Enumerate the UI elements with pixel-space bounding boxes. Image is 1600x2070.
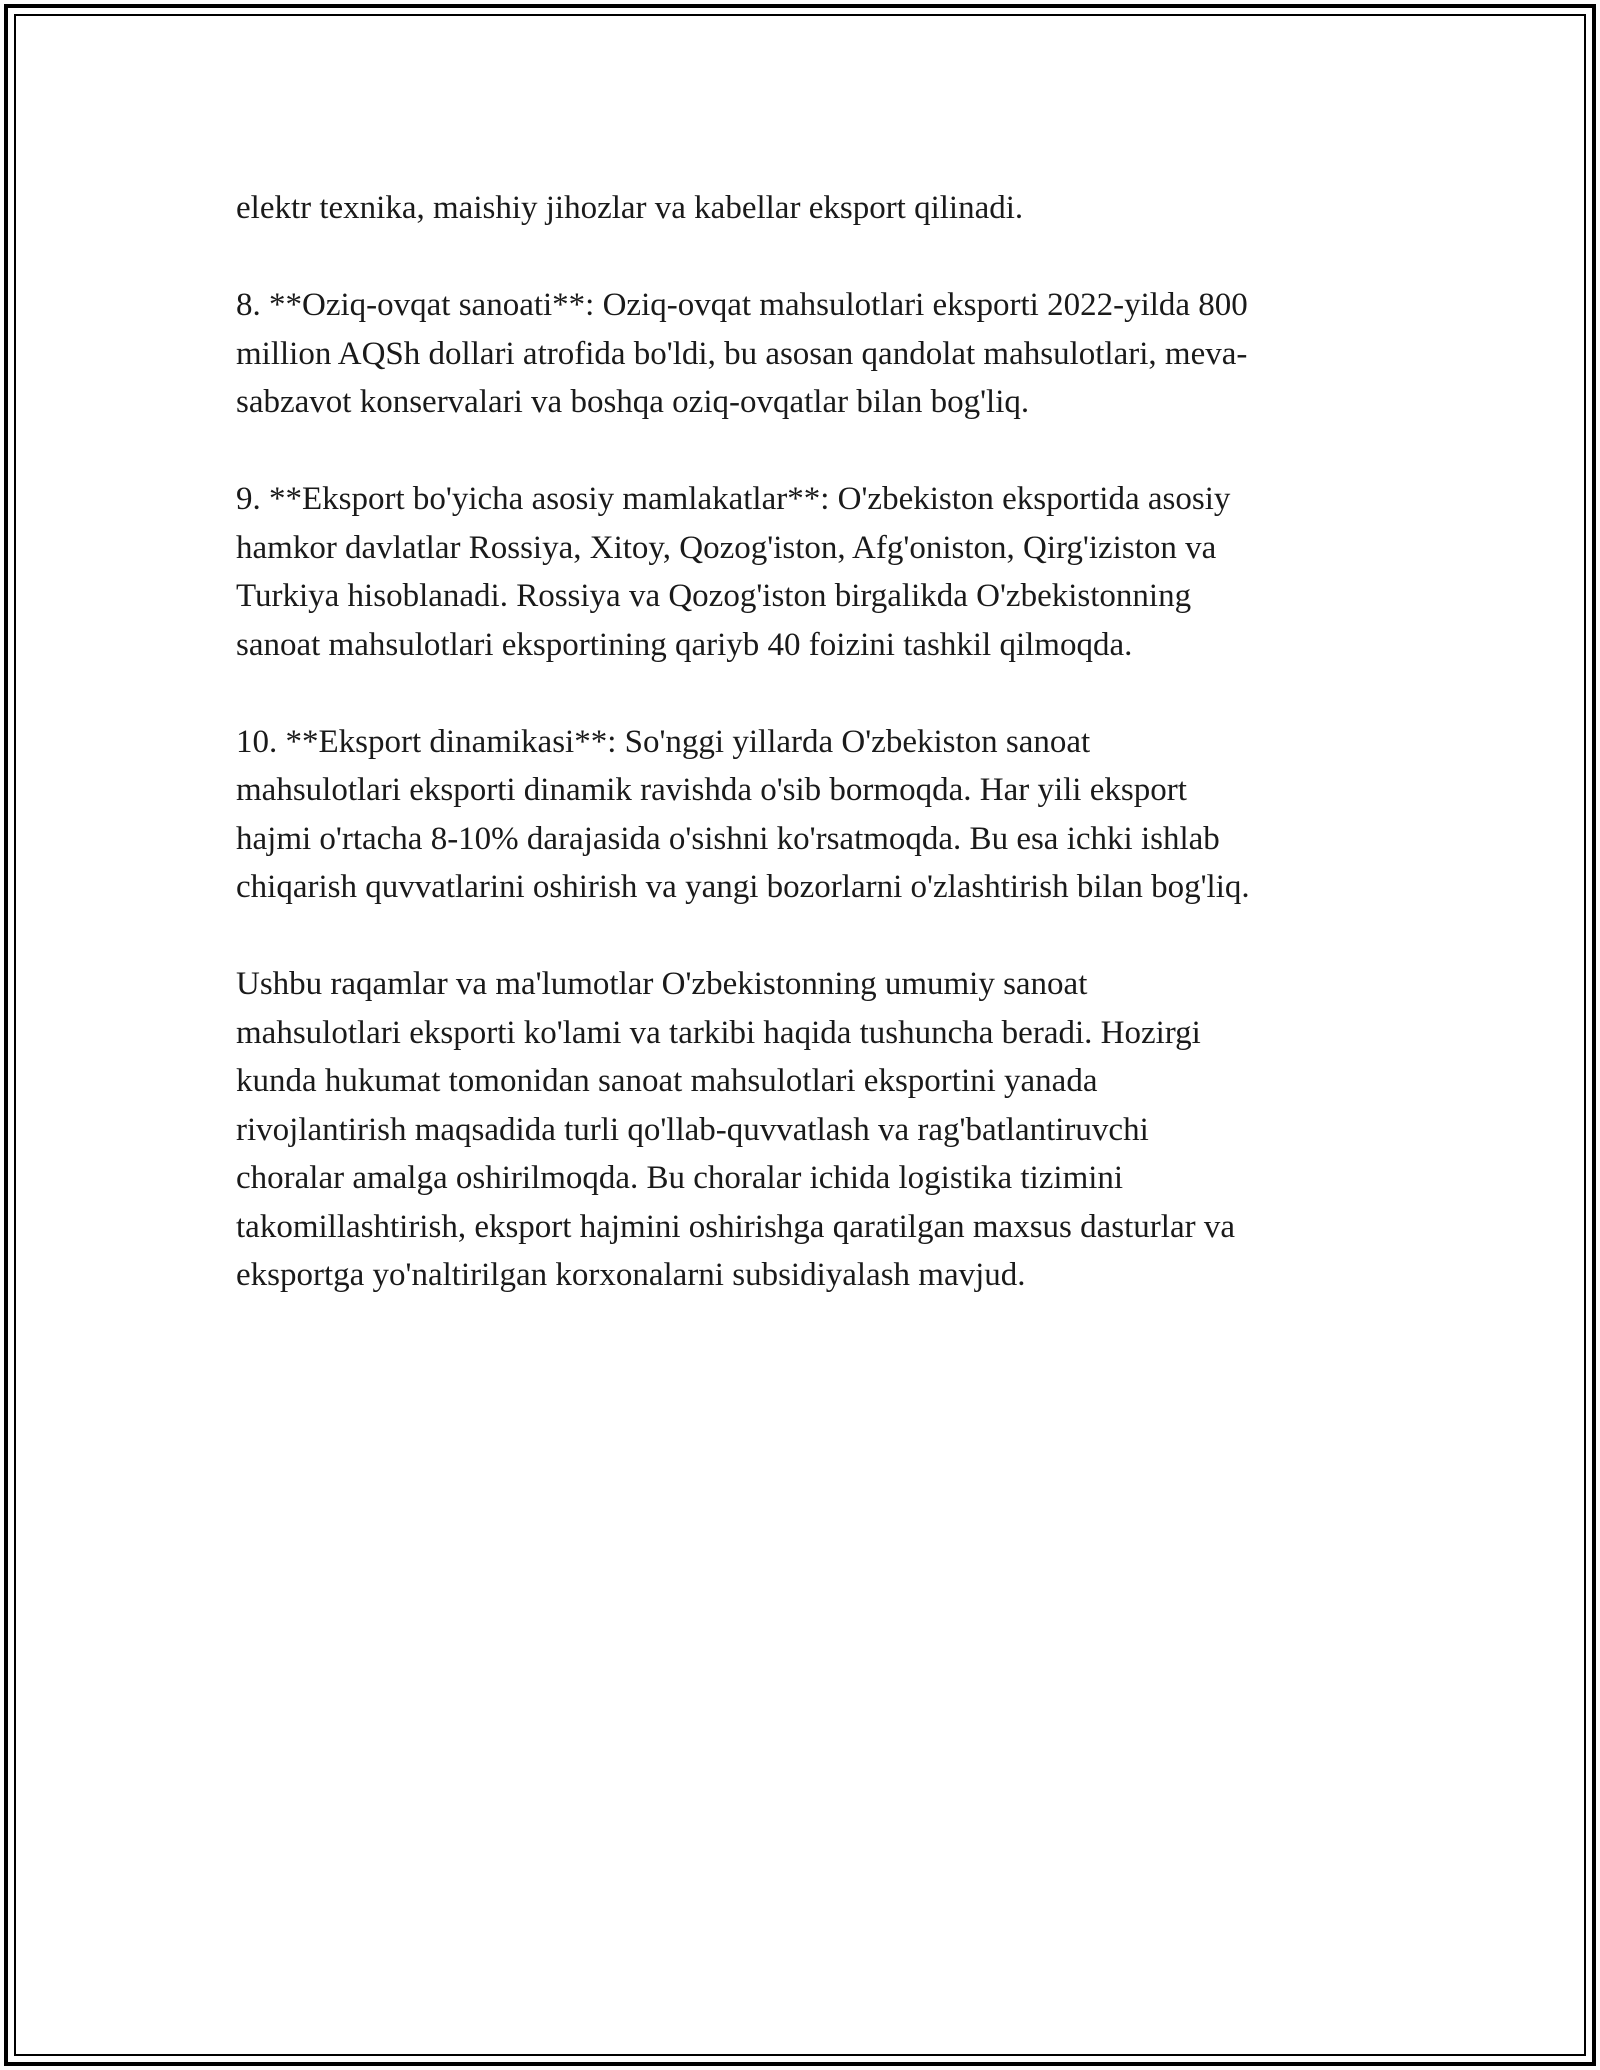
paragraph-summary: Ushbu raqamlar va ma'lumotlar O'zbekistonning umumiy sanoat mahsulotlari eksporti ko'lami va tarkibi haqida tushuncha beradi. Hozirgi kunda hukumat tomonidan sanoat mahsulotlari eksportini yanada rivojlantirish maqsadida turli qo'llab-quvvatlash va rag'batlantiruvchi choralar amalga oshirilmoqda. Bu choralar ichida logistika tizimini takomillashtirish, eksport hajmini oshirishga qaratilgan maxsus dasturlar va eksportga yo'naltirilgan korxonalarni subsidiyalash mavjud.	[236, 966, 1235, 1293]
paragraph-continuation: elektr texnika, maishiy jihozlar va kabellar eksport qilinadi.	[236, 190, 1024, 226]
paragraph-item-10-export-dynamics: 10. **Eksport dinamikasi**: So'nggi yillarda O'zbekiston sanoat mahsulotlari eksporti dinamik ravishda o'sib bormoqda. Har yili eksport hajmi o'rtacha 8-10% darajasida o'sishni ko'rsatmoqda. Bu esa ichki ishlab chiqarish quvvatlarini oshirish va yangi bozorlarni o'zlashtirish bilan bog'liq.	[236, 723, 1250, 905]
paragraph-item-9-export-countries: 9. **Eksport bo'yicha asosiy mamlakatlar**: O'zbekiston eksportida asosiy hamkor davlatlar Rossiya, Xitoy, Qozog'iston, Afg'oniston, Qirg'iziston va Turkiya hisoblanadi. Rossiya va Qozog'iston birgalikda O'zbekistonning sanoat mahsulotlari eksportining qariyb 40 foizini tashkil qilmoqda.	[236, 481, 1231, 663]
document-body	[236, 184, 1366, 1348]
paragraph-item-8-food-industry: 8. **Oziq-ovqat sanoati**: Oziq-ovqat mahsulotlari eksporti 2022-yilda 800 million AQSh dollari atrofida bo'ldi, bu asosan qandolat mahsulotlari, meva- sabzavot konservalari va boshqa oziq-ovqatlar bilan bog'liq.	[236, 287, 1248, 420]
